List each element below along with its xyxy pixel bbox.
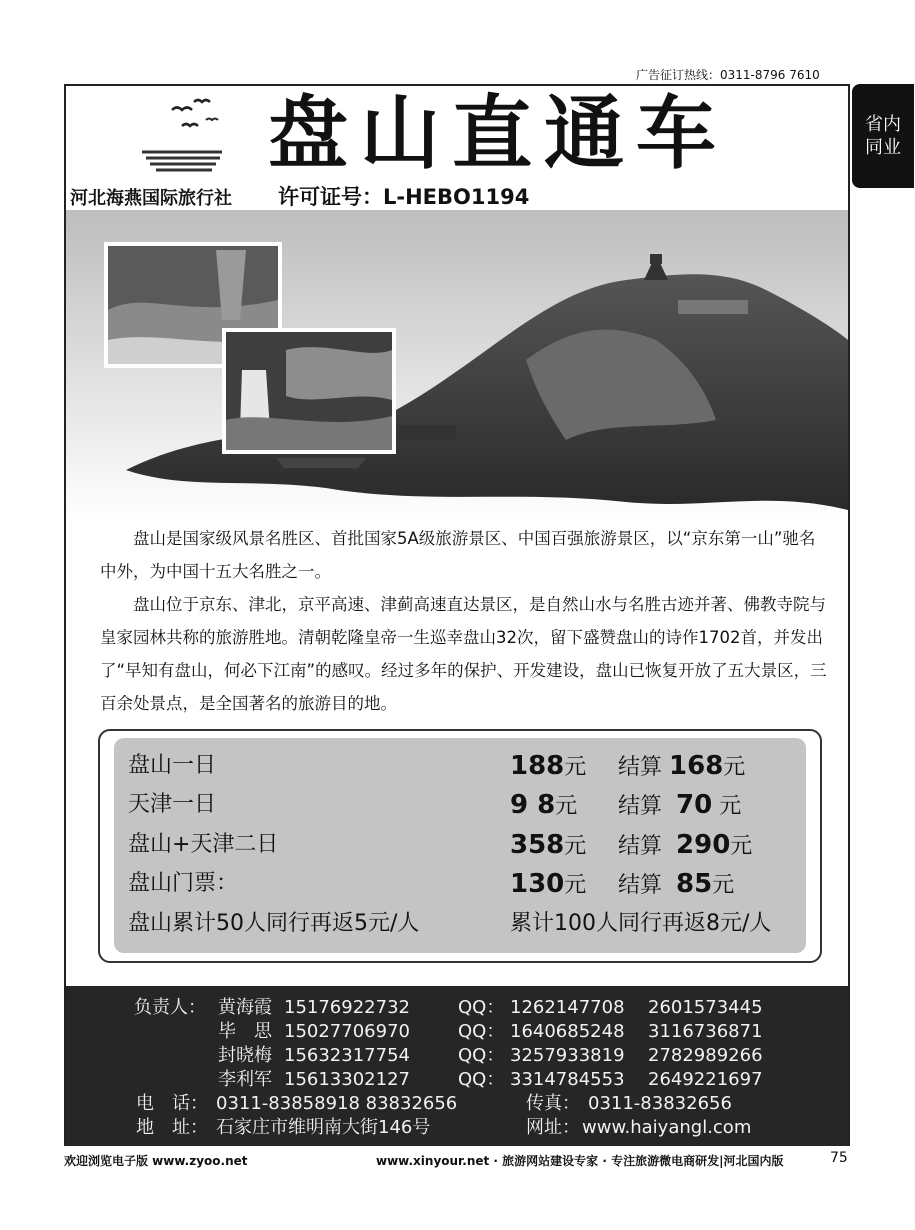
footer-right[interactable]: www.xinyour.net · 旅游网站建设专家 · 专注旅游微电商研发|河北国内版 xyxy=(376,1154,784,1168)
price-row xyxy=(128,746,798,786)
tour-name: 盘山门票： xyxy=(128,871,239,896)
intro-paragraph-1: 盘山是国家级风景名胜区、首批国家5A级旅游景区、中国百强旅游景区，以“京东第一山”驰名中外，为中国十五大名胜之一。 xyxy=(100,529,816,581)
tour-name: 天津一日 xyxy=(128,792,217,817)
section-tab-line2: 同业 xyxy=(865,137,901,158)
contact-name: 李利军 xyxy=(218,1069,272,1090)
qq-label: QQ： xyxy=(458,997,505,1018)
ad-hotline: 广告征订热线：0311-8796 7610 xyxy=(636,68,820,82)
contact-name: 黄海霞 xyxy=(218,997,272,1018)
tour-price: 130元 xyxy=(510,869,587,899)
qq-number: 3257933819 xyxy=(510,1045,625,1066)
qq-number: 3314784553 xyxy=(510,1069,625,1090)
price-row xyxy=(128,864,798,904)
contact-name: 毕 思 xyxy=(218,1021,272,1042)
tel-label: 电 话： xyxy=(136,1093,208,1114)
intro-text xyxy=(100,522,828,720)
rebate-row xyxy=(128,904,798,944)
rebate-right: 累计100人同行再返8元/人 xyxy=(510,911,772,936)
contact-phone: 15027706970 xyxy=(284,1021,410,1042)
panshan-scenery-image xyxy=(66,210,848,520)
tour-price: 358元 xyxy=(510,830,587,860)
agency-logo xyxy=(102,92,232,180)
contact-person-label: 负责人： xyxy=(134,997,206,1018)
section-tab-line1: 省内 xyxy=(865,114,901,135)
address: 石家庄市维明南大街146号 xyxy=(216,1117,431,1138)
settle-price: 结算 85元 xyxy=(618,869,735,899)
website-label: 网址： xyxy=(526,1117,580,1138)
agency-name: 河北海燕国际旅行社 xyxy=(70,188,232,209)
tour-name: 盘山+天津二日 xyxy=(128,832,279,857)
price-row xyxy=(128,825,798,865)
fax-label: 传真： xyxy=(526,1093,580,1114)
qq-label: QQ： xyxy=(458,1045,505,1066)
page-title: 盘山直通车 xyxy=(268,87,728,180)
section-tab xyxy=(852,84,914,188)
qq-number: 2782989266 xyxy=(648,1045,763,1066)
tour-price: 9 8元 xyxy=(510,790,578,820)
qq-label: QQ： xyxy=(458,1069,505,1090)
fax-number: 0311-83832656 xyxy=(588,1093,732,1114)
website-link[interactable]: www.haiyangl.com xyxy=(582,1117,752,1138)
settle-price: 结算 70 元 xyxy=(618,790,742,820)
page-number: 75 xyxy=(830,1150,848,1166)
contact-name: 封晓梅 xyxy=(218,1045,272,1066)
tel-number: 0311-83858918 83832656 xyxy=(216,1093,458,1114)
license-number: 许可证号：L-HEBO1194 xyxy=(278,185,530,209)
contact-phone: 15176922732 xyxy=(284,997,410,1018)
settle-price: 结算 290元 xyxy=(618,830,753,860)
qq-number: 1262147708 xyxy=(510,997,625,1018)
footer-left[interactable]: 欢迎浏览电子版 www.zyoo.net xyxy=(64,1154,248,1168)
tour-name: 盘山一日 xyxy=(128,753,217,778)
qq-number: 3116736871 xyxy=(648,1021,763,1042)
qq-number: 1640685248 xyxy=(510,1021,625,1042)
qq-label: QQ： xyxy=(458,1021,505,1042)
contact-phone: 15613302127 xyxy=(284,1069,410,1090)
qq-number: 2649221697 xyxy=(648,1069,763,1090)
intro-paragraph-2: 盘山位于京东、津北，京平高速、津蓟高速直达景区，是自然山水与名胜古迹并著、佛教寺院与皇家园林共称的旅游胜地。清朝乾隆皇帝一生巡幸盘山32次，留下盛赞盘山的诗作1702首，并发出了“早知有盘山，何必下江南”的感叹。经过多年的保护、开发建设，盘山已恢复开放了五大景区，三百余处景点，是全国著名的旅游目的地。 xyxy=(100,595,827,713)
contact-panel xyxy=(66,986,848,1146)
price-row xyxy=(128,785,798,825)
contact-phone: 15632317754 xyxy=(284,1045,410,1066)
address-label: 地 址： xyxy=(136,1117,208,1138)
tour-price: 188元 xyxy=(510,751,587,781)
qq-number: 2601573445 xyxy=(648,997,763,1018)
rebate-left: 盘山累计50人同行再返5元/人 xyxy=(128,911,420,936)
settle-price: 结算 168元 xyxy=(618,751,746,781)
